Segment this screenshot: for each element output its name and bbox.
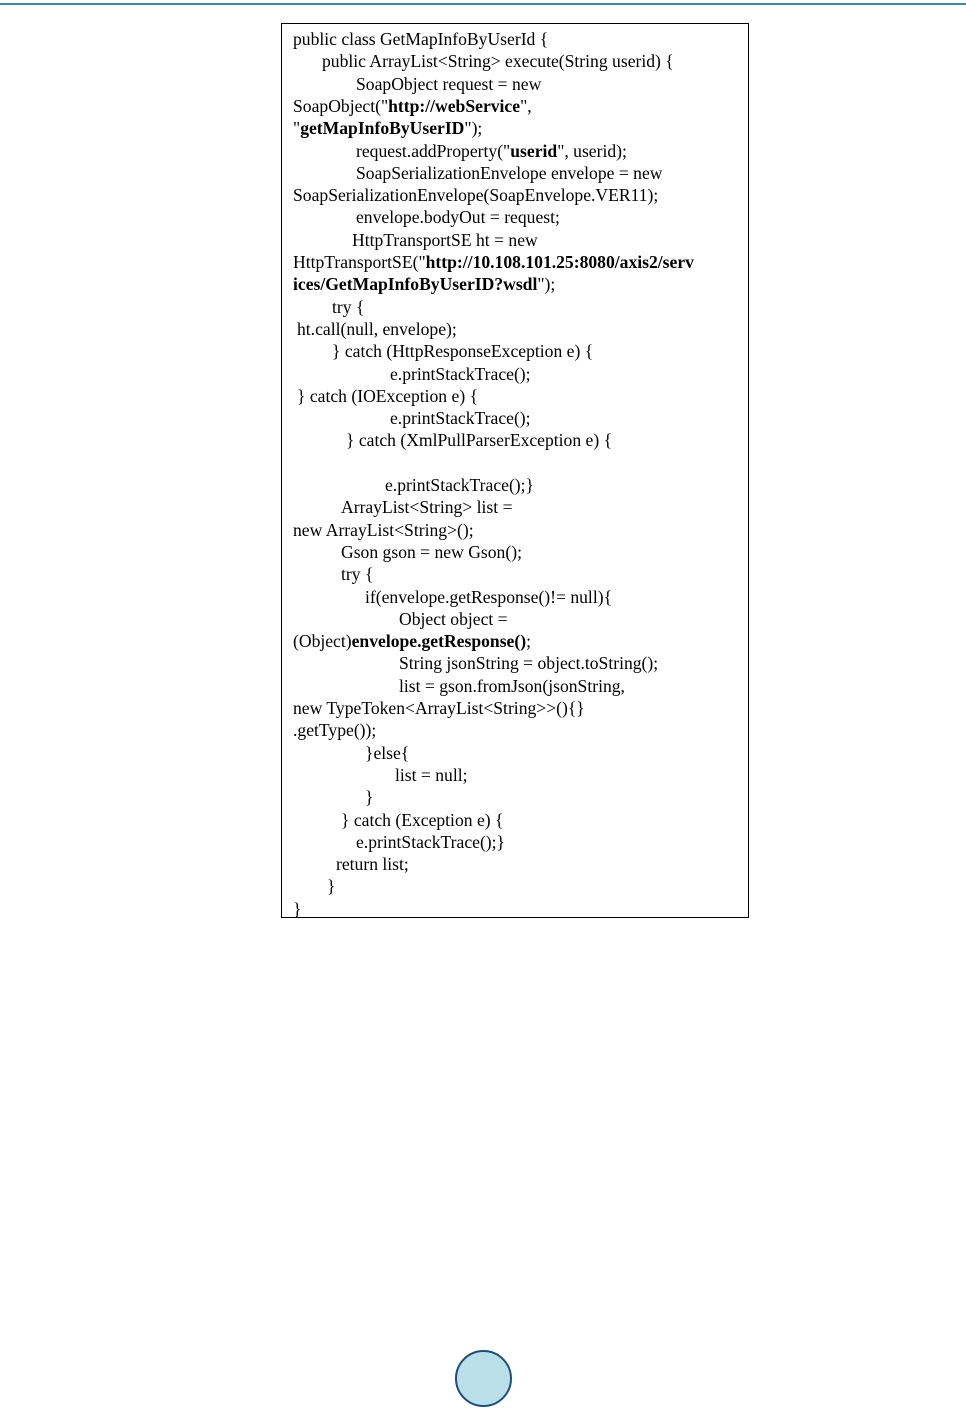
code-token: } catch (IOException e) { xyxy=(297,385,479,406)
code-token: .getType()); xyxy=(293,720,377,741)
code-token: e.printStackTrace(); xyxy=(390,408,531,429)
code-token: SoapObject request = new xyxy=(356,73,542,94)
code-token: list = null; xyxy=(395,764,468,785)
code-line xyxy=(297,385,478,407)
code-line xyxy=(293,697,585,719)
code-line xyxy=(341,541,522,563)
code-line xyxy=(293,117,482,139)
code-bold-token: userid xyxy=(510,140,558,161)
code-token: } catch (XmlPullParserException e) { xyxy=(346,430,613,451)
code-line xyxy=(399,608,508,630)
code-token: request.addProperty(" xyxy=(356,140,511,161)
code-token: try { xyxy=(341,564,374,585)
code-line xyxy=(356,73,541,95)
code-token: } xyxy=(327,876,336,897)
code-token: HttpTransportSE ht = new xyxy=(352,229,538,250)
code-line xyxy=(341,496,513,518)
code-token: Object object = xyxy=(399,608,508,629)
code-token: ArrayList<String> list = xyxy=(341,497,513,518)
code-token: ; xyxy=(526,631,531,652)
code-token: SoapSerializationEnvelope(SoapEnvelope.VER11); xyxy=(293,185,659,206)
code-line xyxy=(332,340,593,362)
code-token: SoapSerializationEnvelope envelope = new xyxy=(356,162,663,183)
code-line xyxy=(293,251,694,273)
code-line xyxy=(293,630,531,652)
code-line xyxy=(293,95,532,117)
code-token: } xyxy=(365,787,374,808)
code-token: } catch (HttpResponseException e) { xyxy=(332,341,594,362)
code-line xyxy=(390,407,531,429)
code-token: HttpTransportSE(" xyxy=(293,252,426,272)
code-line xyxy=(385,474,534,496)
code-line xyxy=(293,273,555,295)
code-bold-token: http://10.108.101.25:8080/axis2/serv xyxy=(425,252,694,272)
code-line xyxy=(332,296,364,318)
code-token: new ArrayList<String>(); xyxy=(293,519,474,540)
code-token: return list; xyxy=(336,854,409,875)
code-token: e.printStackTrace(); xyxy=(390,363,531,384)
code-line xyxy=(365,786,373,808)
code-bold-token: getMapInfoByUserID xyxy=(300,118,465,139)
code-line xyxy=(341,563,373,585)
code-token: String jsonString = object.toString(); xyxy=(399,653,659,674)
code-token: " xyxy=(293,118,301,139)
code-line xyxy=(322,50,674,72)
code-line xyxy=(341,809,503,831)
code-line xyxy=(356,831,505,853)
code-token: }else{ xyxy=(365,742,410,763)
code-line xyxy=(293,28,548,50)
code-token: try { xyxy=(332,296,365,317)
code-token: public ArrayList<String> execute(String userid) { xyxy=(322,51,674,72)
header-rule xyxy=(0,3,966,5)
code-token: ht.call(null, envelope); xyxy=(297,318,457,339)
code-line xyxy=(399,652,658,674)
code-line xyxy=(327,875,335,897)
code-line xyxy=(293,519,474,541)
code-bold-token: http://webService xyxy=(388,95,521,116)
code-token: public class GetMapInfoByUserId { xyxy=(293,29,549,49)
code-token: e.printStackTrace();} xyxy=(385,475,534,495)
code-token: } xyxy=(293,898,302,919)
code-line xyxy=(356,140,627,162)
code-line xyxy=(399,675,625,697)
code-token: if(envelope.getResponse()!= null){ xyxy=(365,586,613,607)
code-line xyxy=(293,184,658,206)
code-token: ", userid); xyxy=(557,140,627,161)
code-token: "); xyxy=(537,274,556,295)
code-token: new TypeToken<ArrayList<String>>(){} xyxy=(293,698,585,718)
code-line xyxy=(356,206,560,228)
code-line xyxy=(336,853,409,875)
code-token: (Object) xyxy=(293,631,352,652)
code-line xyxy=(390,363,531,385)
code-token: Gson gson = new Gson(); xyxy=(341,541,522,562)
code-line xyxy=(395,764,468,786)
code-token: e.printStackTrace();} xyxy=(356,831,505,852)
code-line xyxy=(365,742,409,764)
code-bold-token: ices/GetMapInfoByUserID?wsdl xyxy=(293,274,538,295)
code-token: envelope.bodyOut = request; xyxy=(356,207,560,228)
code-listing-box xyxy=(281,23,749,918)
code-line xyxy=(365,586,612,608)
code-token: ", xyxy=(520,95,532,116)
code-bold-token: envelope.getResponse() xyxy=(351,631,527,652)
code-line xyxy=(346,429,612,451)
code-line xyxy=(293,898,301,920)
code-line xyxy=(356,162,662,184)
code-token: } catch (Exception e) { xyxy=(341,809,504,830)
code-line xyxy=(352,229,538,251)
code-line xyxy=(293,719,376,741)
code-token: list = gson.fromJson(jsonString, xyxy=(399,675,625,696)
code-line xyxy=(297,318,457,340)
code-token: "); xyxy=(464,118,483,139)
code-token: SoapObject(" xyxy=(293,95,389,116)
page-number-badge xyxy=(455,1350,512,1407)
